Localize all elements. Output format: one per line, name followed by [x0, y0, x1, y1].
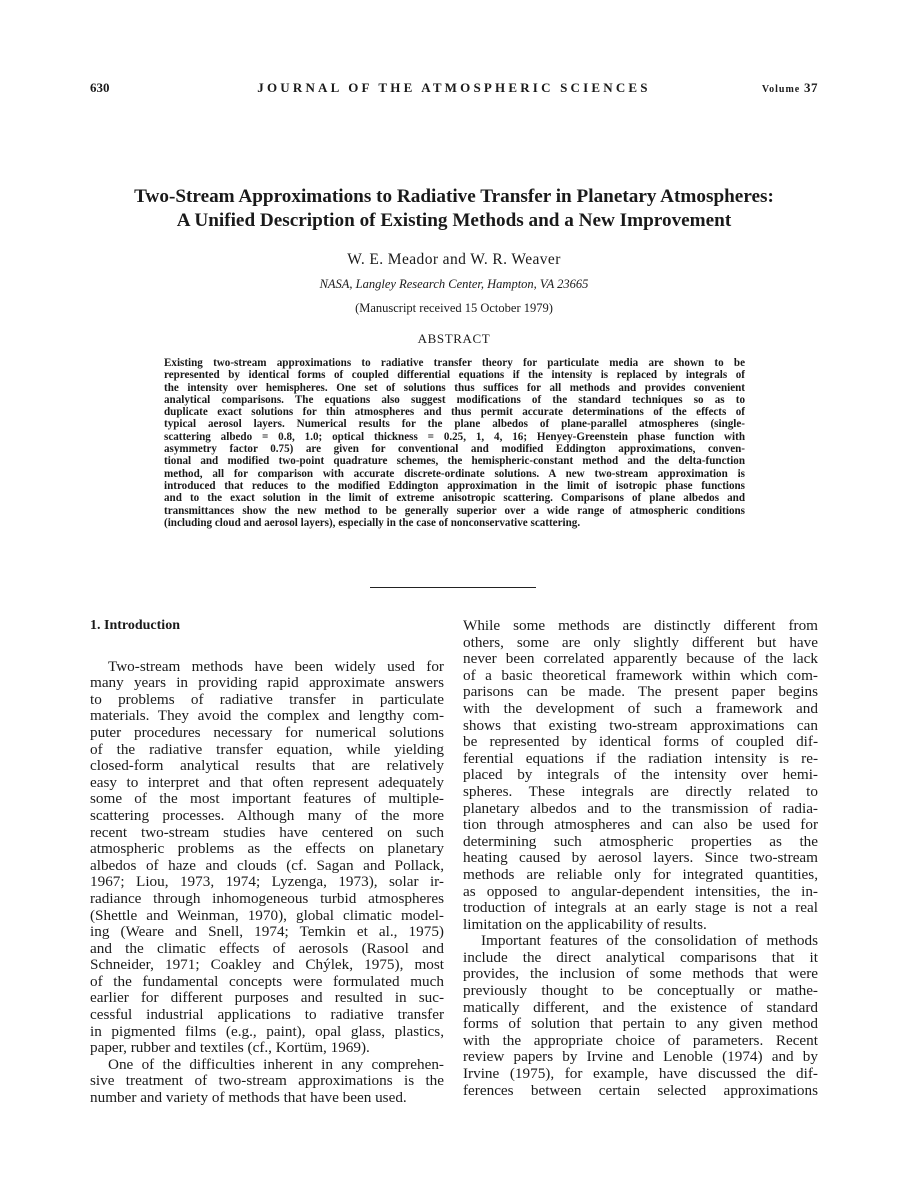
body-line: of the radiative transfer equation, while yielding — [90, 740, 444, 758]
body-line: earlier for different purposes and resulted in suc- — [90, 989, 444, 1007]
body-line: with the development of such a framework and — [463, 699, 818, 717]
body-line: shows that existing two-stream approximations can — [463, 716, 818, 734]
body-line: to problems of radiative transfer in particulate — [90, 690, 444, 708]
authors: W. E. Meador and W. R. Weaver — [347, 251, 561, 268]
right-column — [463, 618, 818, 1099]
body-line: While some methods are distinctly different from — [463, 617, 818, 634]
abstract-line: typical aerosol layers. Numerical results for the plane albedos of plane-parallel atmospheres (single- — [164, 418, 745, 431]
title-line-2: A Unified Description of Existing Methods and a New Improvement — [176, 210, 732, 231]
abstract-line: the intensity over hemispheres. One set of solutions thus suffices for all methods and provides convenient — [164, 381, 745, 394]
body-line: many years in providing rapid approximate answers — [90, 674, 444, 692]
running-header — [90, 80, 818, 100]
abstract-line: represented by identical forms of coupled differential equations if the intensity is replaced by integrals of — [164, 369, 745, 382]
abstract-line: transmittances show the new method to be generally superior over a wide range of atmospheric conditions — [164, 504, 745, 517]
manuscript-received: (Manuscript received 15 October 1979) — [355, 301, 553, 315]
body-line: number and variety of methods that have been used. — [90, 1089, 407, 1107]
body-line: ing (Weare and Snell, 1974; Temkin et al., 1975) — [90, 923, 444, 941]
body-line: in pigmented films (e.g., paint), opal glass, plastics, — [90, 1022, 444, 1040]
body-line: and the climatic effects of aerosols (Rasool and — [90, 939, 444, 957]
body-line: closed-form analytical results that are relatively — [90, 757, 444, 775]
body-line: radiance through inhomogeneous turbid atmospheres — [90, 889, 444, 907]
volume-label — [762, 80, 818, 96]
abstract-line: method, all for comparison with accurate discrete-ordinate solutions. A new two-stream approximation is — [164, 467, 745, 480]
section-heading: 1. Introduction — [90, 618, 180, 633]
body-line: be represented by identical forms of coupled dif- — [463, 733, 818, 751]
body-line: heating caused by aerosol layers. Since two-stream — [463, 849, 818, 867]
body-line: recent two-stream studies have centered on such — [90, 823, 444, 841]
volume-number: 37 — [804, 80, 818, 95]
body-line: sive treatment of two-stream approximations is the — [90, 1072, 444, 1090]
abstract-line: tional and modified two-point quadrature schemes, the hemispheric-constant method and the delta-function — [164, 455, 745, 468]
body-line: methods are reliable only for integrated quantities, — [463, 865, 818, 883]
abstract-line: duplicate exact solutions for thin atmospheres and thus permit accurate determinations of the effects of — [164, 406, 745, 419]
body-line: of the fundamental concepts were formulated much — [90, 972, 444, 990]
body-line: Irvine (1975), for example, have discussed the dif- — [463, 1065, 818, 1083]
body-line: tion through atmospheres and can also be used for — [463, 816, 818, 834]
body-line: limitation on the applicability of results. — [463, 915, 707, 933]
body-line: some of the most important features of multiple- — [90, 790, 444, 808]
abstract-body — [164, 357, 745, 529]
body-line: include the direct analytical comparisons that it — [463, 948, 818, 966]
body-line: easy to interpret and that often represent adequately — [90, 773, 444, 791]
body-line: Important features of the consolidation of methods — [481, 932, 818, 950]
affiliation: NASA, Langley Research Center, Hampton, VA 23665 — [319, 277, 589, 291]
body-line: parisons can be made. The present paper begins — [463, 683, 818, 701]
body-line: puter procedures necessary for numerical solutions — [90, 723, 444, 741]
body-line: as opposed to angular-dependent intensities, the in- — [463, 882, 818, 900]
abstract-line: introduced that reduces to the modified Eddington approximation in the limit of isotropic phase functions — [164, 479, 745, 492]
paper-title — [90, 185, 818, 233]
body-line: matically different, and the existence of standard — [463, 998, 818, 1016]
body-line: materials. They avoid the complex and lengthy com- — [90, 707, 444, 725]
abstract-line: analytical comparisons. The equations also suggest modifications of the standard techniques so as to — [164, 393, 745, 406]
body-line: cessful industrial applications to radiative transfer — [90, 1006, 444, 1024]
abstract-line: (including cloud and aerosol layers), especially in the case of nonconservative scattering. — [164, 516, 581, 529]
abstract-line: scattering albedo = 0.8, 1.0; optical thickness = 0.25, 1, 4, 16; Henyey-Greenstein phase function with — [164, 430, 745, 443]
body-line: 1967; Liou, 1973, 1974; Lyzenga, 1973), solar ir- — [90, 873, 444, 891]
body-line: with the appropriate choice of parameters. Recent — [463, 1031, 818, 1049]
body-line: of a basic theoretical framework within which com- — [463, 666, 818, 684]
body-line: Two-stream methods have been widely used for — [108, 657, 444, 675]
abstract-heading: ABSTRACT — [417, 331, 491, 346]
body-line: planetary albedos and to the transmission of radia- — [463, 799, 818, 817]
body-line: previously thought to be conceptually or mathe- — [463, 982, 818, 1000]
left-column — [90, 618, 444, 1107]
body-line: review papers by Irvine and Lenoble (1974) and by — [463, 1048, 818, 1066]
abstract-line: Existing two-stream approximations to radiative transfer theory for particulate media are shown to be — [164, 357, 745, 369]
journal-name: JOURNAL OF THE ATMOSPHERIC SCIENCES — [257, 80, 651, 95]
body-line: (Shettle and Weinman, 1970), global climatic model- — [90, 906, 444, 924]
volume-word: Volume — [761, 84, 801, 95]
title-line-1: Two-Stream Approximations to Radiative Transfer in Planetary Atmospheres: — [134, 186, 774, 207]
body-line: ferential equations if the radiation intensity is re- — [463, 749, 818, 767]
abstract-line: and to the exact solution in the limit of extreme anisotropic scattering. Comparisons of plane albedos and — [164, 492, 745, 505]
body-line: forms of solution that pertain to any given method — [463, 1015, 818, 1033]
body-line: One of the difficulties inherent in any comprehen- — [108, 1055, 444, 1073]
section-divider — [370, 587, 536, 588]
body-line: atmospheric problems as the effects on planetary — [90, 840, 444, 858]
page-number: 630 — [90, 80, 110, 95]
body-line: troduction of integrals at an early stage is not a real — [463, 899, 818, 917]
body-line: albedos of haze and clouds (cf. Sagan and Pollack, — [90, 856, 444, 874]
body-line: placed by integrals of the intensity over hemi- — [463, 766, 818, 784]
body-line: spheres. These integrals are directly related to — [463, 782, 818, 800]
body-line: others, some are only slightly different but have — [463, 633, 818, 651]
body-line: provides, the inclusion of some methods that were — [463, 965, 818, 983]
abstract-line: asymmetry factor 0.75) are given for conventional and modified Eddington approximations, conven- — [164, 443, 745, 456]
body-line: ferences between certain selected approximations — [463, 1081, 818, 1099]
body-line: never been correlated apparently because of the lack — [463, 650, 818, 668]
body-line: scattering processes. Although many of the more — [90, 806, 444, 824]
body-line: Schneider, 1971; Coakley and Chýlek, 1975), most — [90, 956, 444, 974]
body-line: paper, rubber and textiles (cf., Kortüm, 1969). — [90, 1039, 370, 1057]
body-line: determining such atmospheric properties as the — [463, 832, 818, 850]
